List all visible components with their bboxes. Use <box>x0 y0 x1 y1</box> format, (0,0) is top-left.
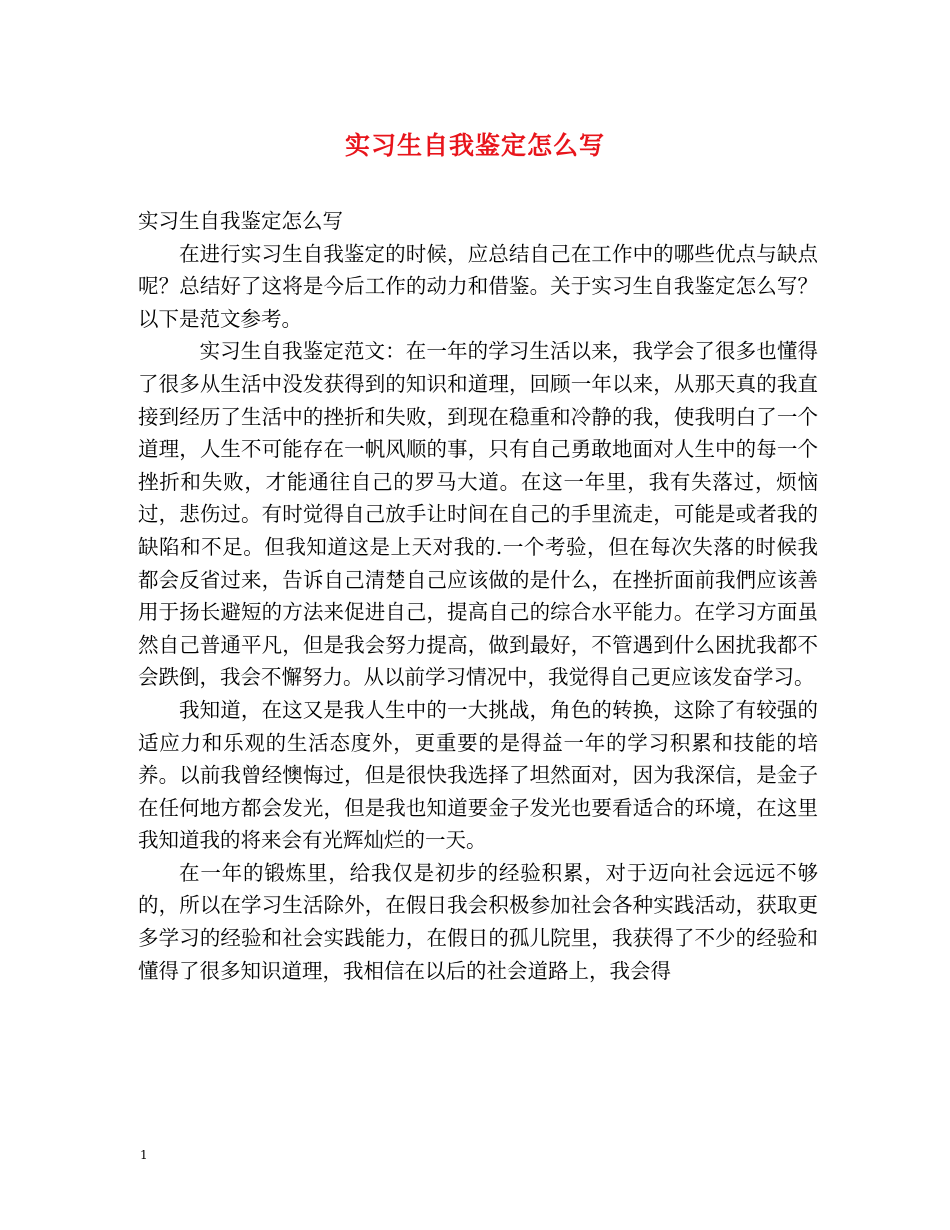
page-number: 1 <box>140 1148 148 1162</box>
paragraph-challenge: 我知道，在这又是我人生中的一大挑战，角色的转换，这除了有较强的适应力和乐观的生活态度外，更重要的是得益一年的学习积累和技能的培养。以前我曾经懊悔过，但是很快我选择了坦然面对，因为我深信，是金子在任何地方都会发光，但是我也知道要金子发光也要看适合的环境，在这里我知道我的将来会有光辉灿烂的一天。 <box>138 697 818 853</box>
document-subtitle: 实习生自我鉴定怎么写 <box>138 209 343 233</box>
paragraph-sample: 实习生自我鉴定范文：在一年的学习生活以来，我学会了很多也懂得了很多从生活中没发获得到的知识和道理，回顾一年以来，从那天真的我直接到经历了生活中的挫折和失败，到现在稳重和冷静的我，使我明白了一个道理，人生不可能存在一帆风顺的事，只有自己勇敢地面对人生中的每一个挫折和失败，才能通往自己的罗马大道。在这一年里，我有失落过，烦恼过，悲伤过。有时觉得自己放手让时间在自己的手里流走，可能是或者我的缺陷和不足。但我知道这是上天对我的.一个考验，但在每次失落的时候我都会反省过来，告诉自己清楚自己应该做的是什么，在挫折面前我們应该善用于扬长避短的方法来促进自己，提高自己的综合水平能力。在学习方面虽然自己普通平凡，但是我会努力提高，做到最好，不管遇到什么困扰我都不会跌倒，我会不懈努力。从以前学习情况中，我觉得自己更应该发奋学习。 <box>138 339 818 690</box>
paragraph-training: 在一年的锻炼里，给我仅是初步的经验积累，对于迈向社会远远不够的，所以在学习生活除外，在假日我会积极参加社会各种实践活动，获取更多学习的经验和社会实践能力，在假日的孤儿院里，我获得了不少的经验和懂得了很多知识道理，我相信在以后的社会道路上，我会得 <box>138 860 818 983</box>
document-body <box>138 205 818 987</box>
document-title: 实习生自我鉴定怎么写 <box>344 131 605 160</box>
paragraph-intro: 在进行实习生自我鉴定的时候，应总结自己在工作中的哪些优点与缺点呢？总结好了这将是今后工作的动力和借鉴。关于实习生自我鉴定怎么写？以下是范文参考。 <box>138 241 818 331</box>
